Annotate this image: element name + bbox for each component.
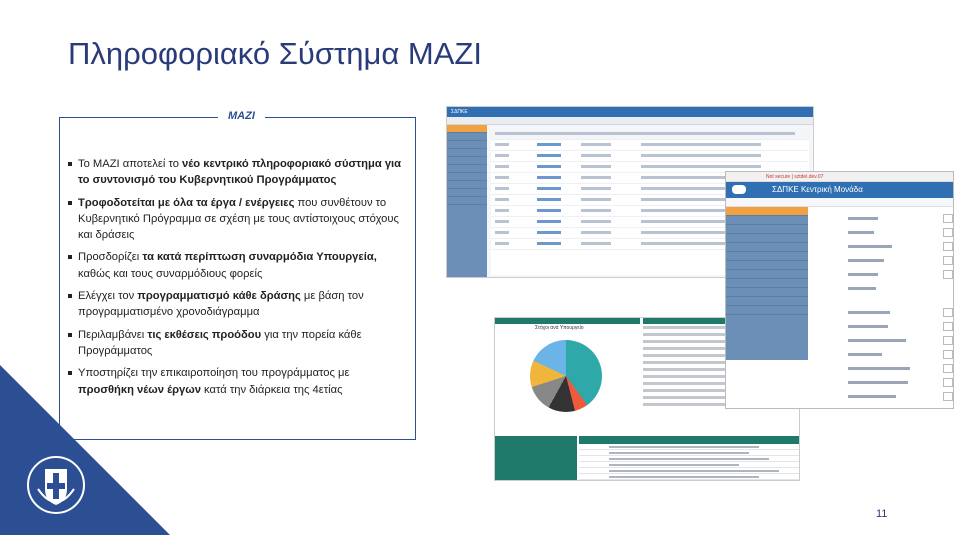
pie-chart [530, 340, 602, 412]
bullet-item: Προσδορίζει τα κατά περίπτωση συναρμόδια Υπουργεία, καθώς και τους συναρμόδιους φορείς [68, 249, 408, 282]
form-subheader [726, 198, 953, 207]
bullet-item: Υποστηρίζει την επικαιροποίηση του προγράμματος με προσθήκη νέων έργων κατά την διάρκεια της 4ετίας [68, 365, 408, 398]
form-screenshot [725, 171, 954, 409]
summary-table [579, 436, 800, 481]
form-sidebar [726, 207, 808, 360]
form-app-header: ΣΔΠΚΕ Κεντρική Μονάδα [726, 182, 953, 198]
bullet-item: Τροφοδοτείται με όλα τα έργα / ενέργειες που συνθέτουν το Κυβερνητικό Πρόγραμμα σε σχέση με τους αντίστοιχους στόχους και δράσεις [68, 195, 408, 244]
box-label: MAZI [218, 110, 265, 122]
slide-title: Πληροφοριακό Σύστημα ΜΑΖΙ [68, 36, 482, 71]
chart-title: Στόχοι ανά Υπουργείο [535, 325, 584, 331]
summary-panel [495, 436, 577, 481]
page-number: 11 [876, 508, 888, 520]
bullet-item: Περιλαμβάνει τις εκθέσεις προόδου για την πορεία κάθε Προγράμματος [68, 327, 408, 360]
app-logo-icon [732, 185, 746, 194]
form-fields [812, 212, 953, 404]
list-app-header: ΣΔΠΚΕ [447, 107, 813, 117]
chart-header [495, 318, 640, 324]
bullet-item: Ελέγχει τον προγραμματισμό κάθε δράσης με βάση τον προγραμματισμένο χρονοδιάγραμμα [68, 288, 408, 321]
hellenic-emblem-icon [26, 455, 86, 515]
list-sidebar [447, 125, 487, 278]
browser-bar: Not secure | sztdel.dev.07 [726, 172, 953, 182]
bullet-item: Το ΜΑΖΙ αποτελεί το νέο κεντρικό πληροφοριακό σύστημα για το συντονισμό του Κυβερνητικού Προγράμματος [68, 156, 408, 189]
list-toolbar [447, 117, 813, 125]
